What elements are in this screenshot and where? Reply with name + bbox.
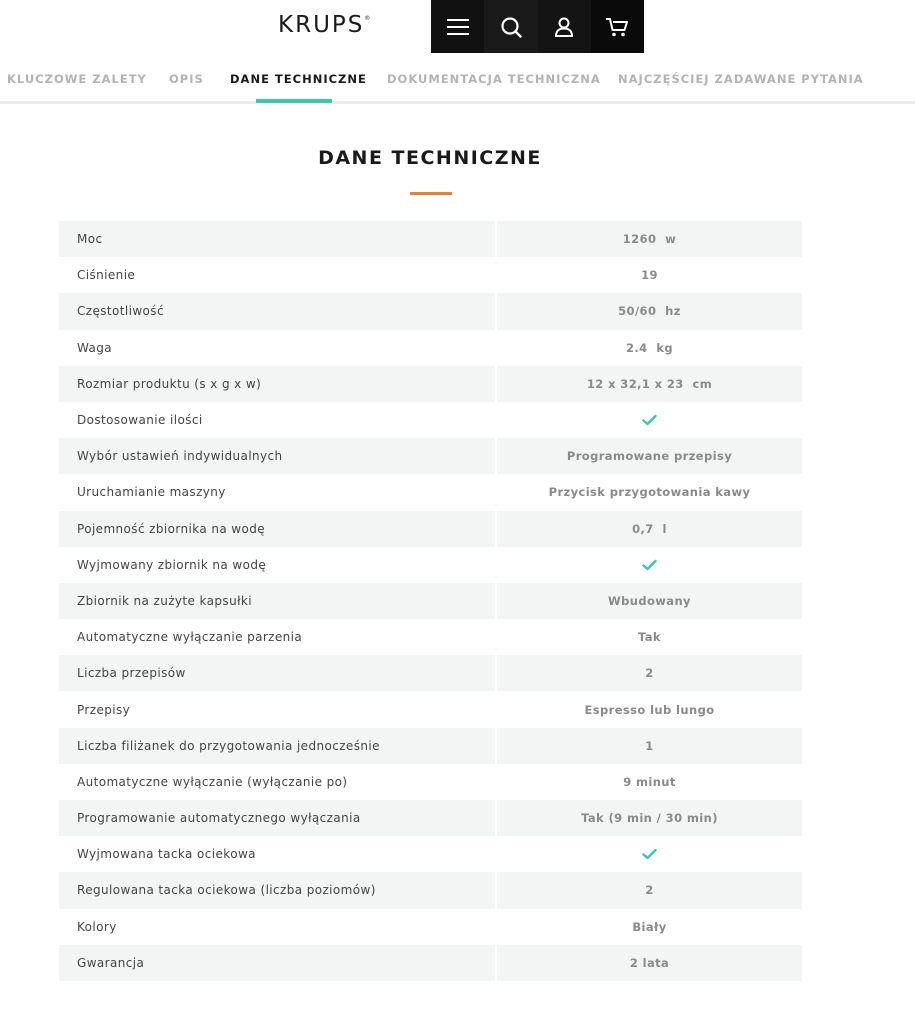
spec-label: Kolory — [59, 909, 497, 945]
spec-value: 9 minut — [623, 774, 676, 789]
search-button[interactable] — [484, 0, 537, 53]
check-icon — [642, 414, 657, 426]
tab-opis[interactable]: OPIS — [169, 72, 204, 86]
spec-value: Przycisk przygotowania kawy — [548, 485, 751, 500]
trademark-mark: ® — [364, 15, 371, 22]
spec-label: Regulowana tacka ociekowa (liczba poziomów) — [59, 872, 497, 908]
search-icon — [500, 16, 522, 38]
spec-label: Automatyczne wyłączanie (wyłączanie po) — [59, 764, 497, 800]
spec-value: 2 — [645, 883, 654, 898]
spec-label: Wybór ustawień indywidualnych — [59, 438, 497, 474]
table-row — [59, 366, 802, 402]
table-row — [59, 438, 802, 474]
table-row — [59, 619, 802, 655]
spec-label: Gwarancja — [59, 945, 497, 981]
check-icon — [642, 848, 657, 860]
spec-value — [497, 836, 802, 872]
spec-label: Częstotliwość — [59, 293, 497, 329]
table-row — [59, 691, 802, 727]
tab-dokumentacja-techniczna[interactable]: DOKUMENTACJA TECHNICZNA — [387, 72, 601, 86]
spec-label: Ciśnienie — [59, 257, 497, 293]
table-row — [59, 872, 802, 908]
menu-icon — [447, 18, 469, 36]
tab-faq[interactable]: NAJCZĘŚCIEJ ZADAWANE PYTANIA — [618, 72, 864, 86]
spec-label: Wyjmowany zbiornik na wodę — [59, 547, 497, 583]
cart-button[interactable] — [591, 0, 644, 53]
spec-value: Programowane przepisy — [566, 449, 733, 464]
table-row — [59, 402, 802, 438]
table-row — [59, 728, 802, 764]
table-row — [59, 800, 802, 836]
spec-label: Waga — [59, 330, 497, 366]
tabs-divider — [0, 101, 915, 104]
spec-value: Biały — [632, 919, 667, 934]
table-row — [59, 945, 802, 981]
tab-kluczowe-zalety[interactable]: KLUCZOWE ZALETY — [7, 72, 147, 86]
table-row — [59, 511, 802, 547]
user-icon — [554, 16, 574, 38]
spec-label: Zbiornik na zużyte kapsułki — [59, 583, 497, 619]
spec-value: 0,7 l — [632, 521, 667, 536]
table-row — [59, 257, 802, 293]
spec-label: Przepisy — [59, 691, 497, 727]
table-row — [59, 293, 802, 329]
table-row — [59, 909, 802, 945]
spec-value: Tak (9 min / 30 min) — [581, 811, 718, 826]
spec-value: Wbudowany — [608, 593, 691, 608]
table-row — [59, 583, 802, 619]
spec-label: Moc — [59, 221, 497, 257]
header-icon-bar — [431, 0, 644, 53]
spec-label: Programowanie automatycznego wyłączania — [59, 800, 497, 836]
table-row — [59, 474, 802, 510]
account-button[interactable] — [538, 0, 591, 53]
menu-button[interactable] — [431, 0, 484, 53]
table-row — [59, 764, 802, 800]
spec-value: 19 — [641, 268, 658, 283]
spec-label: Automatyczne wyłączanie parzenia — [59, 619, 497, 655]
table-row — [59, 221, 802, 257]
spec-value: 50/60 hz — [618, 304, 681, 319]
spec-value: 12 x 32,1 x 23 cm — [586, 376, 713, 391]
table-row — [59, 836, 802, 872]
section-tabs — [0, 66, 915, 104]
spec-label: Wyjmowana tacka ociekowa — [59, 836, 497, 872]
spec-label: Pojemność zbiornika na wodę — [59, 511, 497, 547]
spec-value: 1260 w — [622, 232, 677, 247]
spec-value — [497, 402, 802, 438]
spec-value: 2 lata — [629, 955, 670, 970]
spec-label: Dostosowanie ilości — [59, 402, 497, 438]
spec-value: Espresso lub lungo — [584, 702, 715, 717]
spec-value — [497, 547, 802, 583]
brand-logo[interactable] — [278, 12, 370, 38]
table-row — [59, 330, 802, 366]
cart-icon — [605, 16, 629, 38]
table-row — [59, 547, 802, 583]
title-accent-line — [410, 192, 452, 195]
spec-value: 2 — [645, 666, 654, 681]
spec-value: Tak — [638, 630, 661, 645]
spec-value: 1 — [645, 738, 654, 753]
tab-dane-techniczne[interactable]: DANE TECHNICZNE — [230, 72, 367, 86]
spec-label: Rozmiar produktu (s x g x w) — [59, 366, 497, 402]
spec-label: Liczba filiżanek do przygotowania jednocześnie — [59, 728, 497, 764]
section-title: DANE TECHNICZNE — [318, 147, 542, 169]
spec-label: Liczba przepisów — [59, 655, 497, 691]
spec-table — [59, 221, 802, 981]
active-tab-indicator — [256, 99, 332, 103]
table-row — [59, 655, 802, 691]
check-icon — [642, 559, 657, 571]
brand-name: KRUPS — [278, 12, 365, 38]
spec-label: Uruchamianie maszyny — [59, 474, 497, 510]
spec-value: 2.4 kg — [625, 340, 674, 355]
